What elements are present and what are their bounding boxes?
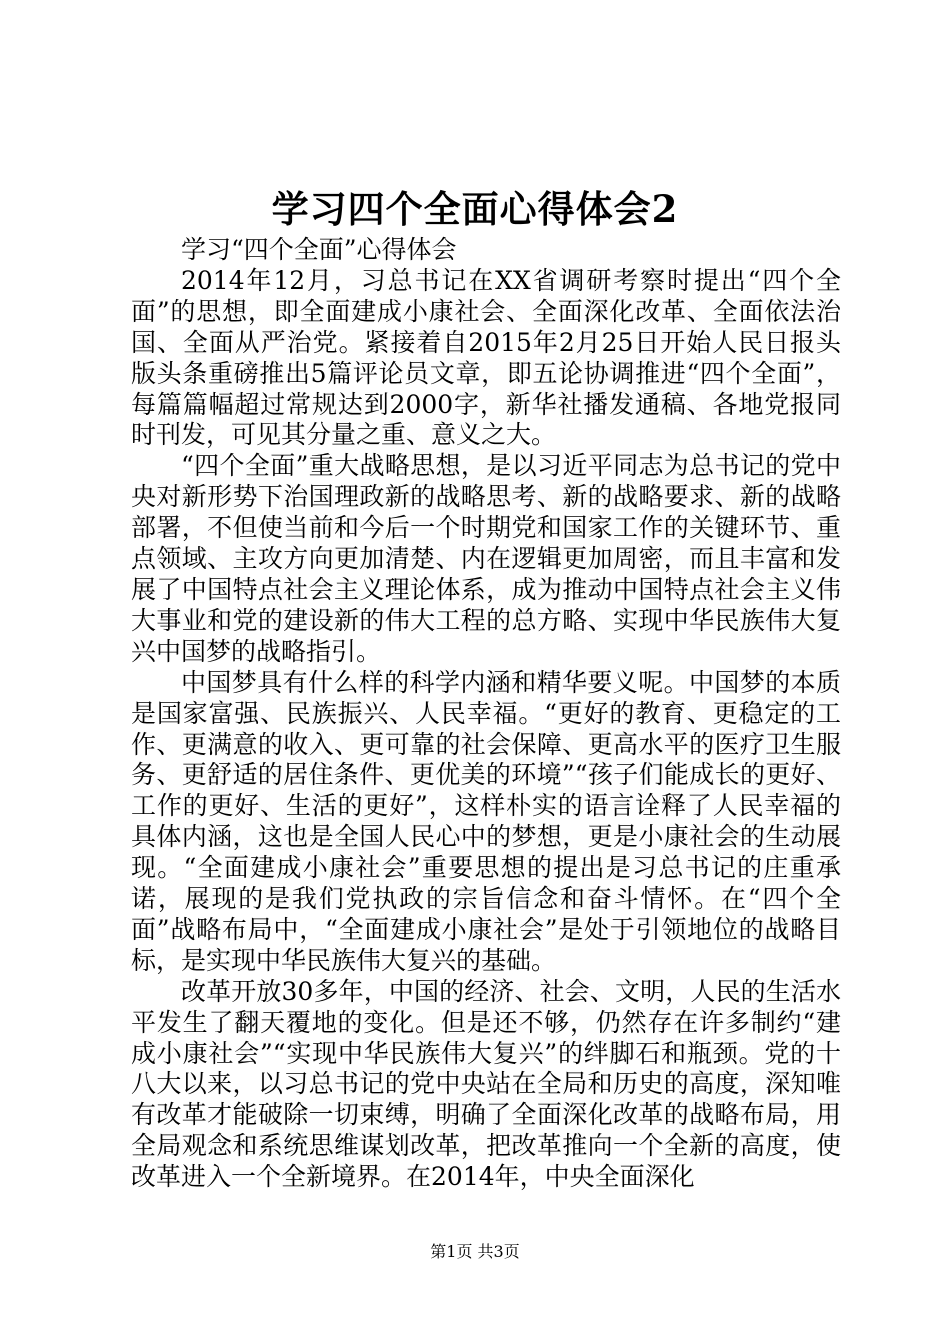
paragraph: 改革开放30多年，中国的经济、社会、文明，人民的生活水平发生了翻天覆地的变化。但是还不够，仍然存在许多制约“建成小康社会”“实现中华民族伟大复兴”的绊脚石和瓶颈。党的十八大以来，以习总书记的党中央站在全局和历史的高度，深知唯有改革才能破除一切束缚，明确了全面深化改革的战略布局，用全局观念和系统思维谋划改革，把改革推向一个全新的高度，使改革进入一个全新境界。在2014年，中央全面深化 bbox=[131, 976, 841, 1192]
paragraph: 2014年12月，习总书记在XX省调研考察时提出“四个全面”的思想，即全面建成小康社会、全面深化改革、全面依法治国、全面从严治党。紧接着自2015年2月25日开始人民日报头版头条重磅推出5篇评论员文章，即五论协调推进“四个全面”，每篇篇幅超过常规达到2000字，新华社播发通稿、各地党报同时刊发，可见其分量之重、意义之大。 bbox=[131, 265, 841, 450]
paragraph: 中国梦具有什么样的科学内涵和精华要义呢。中国梦的本质是国家富强、民族振兴、人民幸福。“更好的教育、更稳定的工作、更满意的收入、更可靠的社会保障、更高水平的医疗卫生服务、更舒适的居住条件、更优美的环境”“孩子们能成长的更好、工作的更好、生活的更好”，这样朴实的语言诠释了人民幸福的具体内涵，这也是全国人民心中的梦想，更是小康社会的生动展现。“全面建成小康社会”重要思想的提出是习总书记的庄重承诺，展现的是我们党执政的宗旨信念和奋斗情怀。在“四个全面”战略布局中，“全面建成小康社会”是处于引领地位的战略目标，是实现中华民族伟大复兴的基础。 bbox=[131, 667, 841, 975]
document-title: 学习四个全面心得体会2 bbox=[271, 187, 679, 231]
paragraph-subtitle: 学习“四个全面”心得体会 bbox=[181, 235, 457, 264]
paragraph: “四个全面”重大战略思想，是以习近平同志为总书记的党中央对新形势下治国理政新的战略思考、新的战略要求、新的战略部署，不但使当前和今后一个时期党和国家工作的关键环节、重点领域、主攻方向更加清楚、内在逻辑更加周密，而且丰富和发展了中国特点社会主义理论体系，成为推动中国特点社会主义伟大事业和党的建设新的伟大工程的总方略、实现中华民族伟大复兴中国梦的战略指引。 bbox=[131, 451, 841, 666]
document-body bbox=[131, 235, 841, 1193]
page-number-footer: 第1页 共3页 bbox=[430, 1242, 520, 1261]
